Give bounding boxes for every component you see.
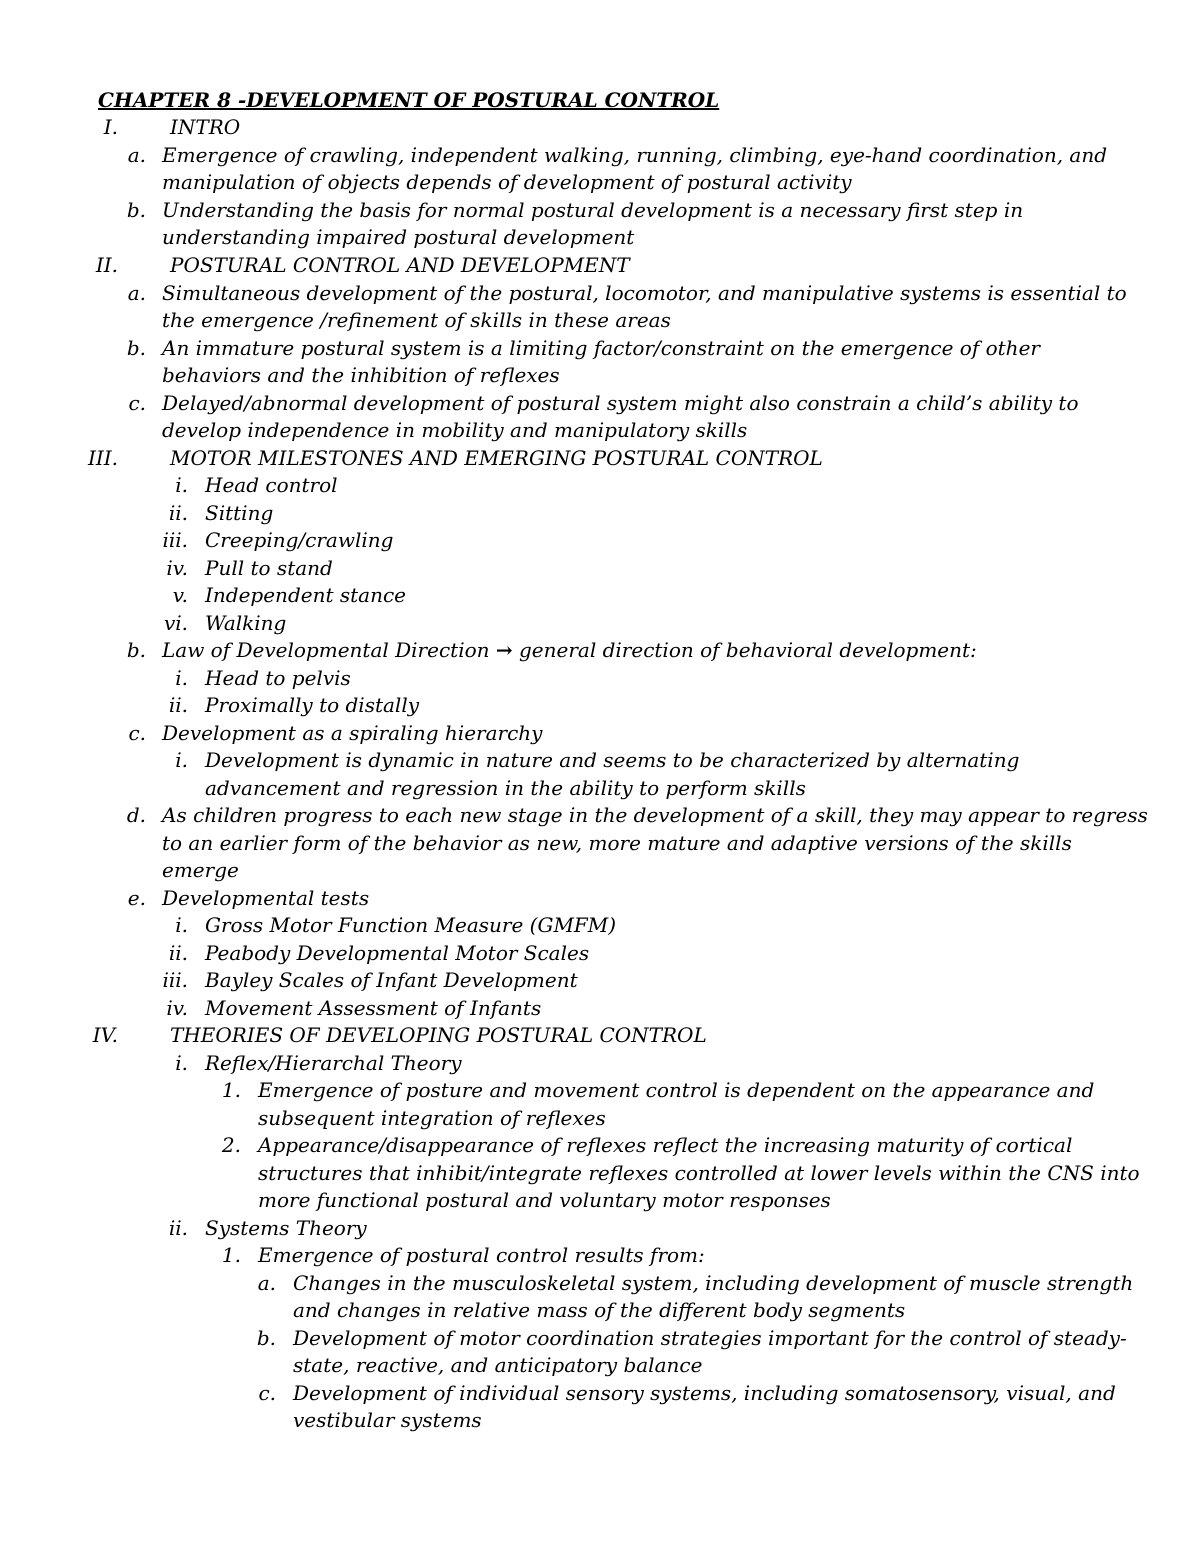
milestone-marker: ii. <box>168 501 188 525</box>
point-marker: 1. <box>221 1243 241 1267</box>
point-line: more functional postural and voluntary motor responses <box>258 1188 831 1212</box>
section-number: I. <box>103 115 118 139</box>
item-line: Simultaneous development of the postural, locomotor, and manipulative systems is essential to <box>162 281 1127 305</box>
item-line: the emergence /refinement of skills in these areas <box>162 308 671 332</box>
milestone-marker: v. <box>172 583 188 607</box>
theory-name: Reflex/Hierarchal Theory <box>205 1051 462 1075</box>
law-text: Law of Developmental Direction <box>162 638 490 662</box>
subitem-marker: i. <box>175 1051 188 1075</box>
milestone-item: Creeping/crawling <box>205 528 394 552</box>
point-line: Emergence of postural control results from: <box>258 1243 705 1267</box>
item-line: emerge <box>162 858 239 882</box>
subitem-line: Development is dynamic in nature and seems to be characterized by alternating <box>205 748 1020 772</box>
subpoint-marker: a. <box>257 1271 276 1295</box>
subitem-marker: iii. <box>162 968 188 992</box>
point-line: structures that inhibit/integrate reflexes controlled at lower levels within the CNS into <box>258 1161 1140 1185</box>
milestone-marker: i. <box>175 473 188 497</box>
milestone-marker: iv. <box>166 556 188 580</box>
point-line: Appearance/disappearance of reflexes reflect the increasing maturity of cortical <box>258 1133 1073 1157</box>
subpoint-line: Development of individual sensory systems, including somatosensory, visual, and <box>293 1381 1116 1405</box>
milestone-item: Pull to stand <box>205 556 333 580</box>
subitem-marker: ii. <box>168 1216 188 1240</box>
page-title: CHAPTER 8 -DEVELOPMENT OF POSTURAL CONTROL <box>98 88 720 112</box>
section-heading: THEORIES OF DEVELOPING POSTURAL CONTROL <box>170 1023 707 1047</box>
milestone-item: Independent stance <box>205 583 406 607</box>
item-line: As children progress to each new stage in the development of a skill, they may appear to regress <box>162 803 1148 827</box>
milestone-item: Walking <box>205 611 287 635</box>
subitem: Head to pelvis <box>205 666 351 690</box>
subitem-marker: i. <box>175 666 188 690</box>
item-marker: b. <box>126 198 146 222</box>
subpoint-marker: b. <box>256 1326 276 1350</box>
subitem-line: advancement and regression in the ability to perform skills <box>205 776 806 800</box>
point-marker: 1. <box>221 1078 241 1102</box>
item-marker: c. <box>128 391 146 415</box>
subitem: Gross Motor Function Measure (GMFM) <box>205 913 617 937</box>
section-heading: INTRO <box>170 115 241 139</box>
subitem: Bayley Scales of Infant Development <box>205 968 578 992</box>
law-line <box>162 637 977 664</box>
section-number: II. <box>95 253 118 277</box>
item-line: Understanding the basis for normal postural development is a necessary first step in <box>162 198 1024 222</box>
point-line: Emergence of posture and movement control is dependent on the appearance and <box>258 1078 1095 1102</box>
subitem-marker: ii. <box>168 941 188 965</box>
subpoint-line: vestibular systems <box>293 1408 482 1432</box>
arrow-icon: → <box>495 638 513 662</box>
item-marker: b. <box>126 638 146 662</box>
law-text: general direction of behavioral development: <box>519 638 977 662</box>
milestone-marker: vi. <box>163 611 188 635</box>
item-marker: b. <box>126 336 146 360</box>
section-heading: POSTURAL CONTROL AND DEVELOPMENT <box>170 253 630 277</box>
item-line: manipulation of objects depends of development of postural activity <box>162 170 852 194</box>
item-marker: a. <box>127 281 146 305</box>
subitem-marker: i. <box>175 748 188 772</box>
subpoint-marker: c. <box>258 1381 276 1405</box>
item-line: Development as a spiraling hierarchy <box>162 721 543 745</box>
subitem-marker: i. <box>175 913 188 937</box>
theory-name: Systems Theory <box>205 1216 367 1240</box>
item-marker: e. <box>127 886 146 910</box>
subitem-marker: ii. <box>168 693 188 717</box>
milestone-item: Sitting <box>205 501 274 525</box>
section-number: IV. <box>92 1023 118 1047</box>
item-line: Delayed/abnormal development of postural system might also constrain a child’s ability to <box>162 391 1079 415</box>
item-line: to an earlier form of the behavior as new, more mature and adaptive versions of the skills <box>162 831 1072 855</box>
subitem: Proximally to distally <box>205 693 420 717</box>
subpoint-line: and changes in relative mass of the different body segments <box>293 1298 906 1322</box>
item-line: An immature postural system is a limiting factor/constraint on the emergence of other <box>162 336 1040 360</box>
subpoint-line: Development of motor coordination strategies important for the control of steady- <box>293 1326 1127 1350</box>
point-line: subsequent integration of reflexes <box>258 1106 606 1130</box>
point-marker: 2. <box>221 1133 241 1157</box>
section-heading: MOTOR MILESTONES AND EMERGING POSTURAL CONTROL <box>170 446 823 470</box>
subitem-marker: iv. <box>166 996 188 1020</box>
item-line: behaviors and the inhibition of reflexes <box>162 363 560 387</box>
section-number: III. <box>87 446 118 470</box>
milestone-marker: iii. <box>162 528 188 552</box>
subitem: Movement Assessment of Infants <box>205 996 542 1020</box>
item-line: develop independence in mobility and manipulatory skills <box>162 418 748 442</box>
item-marker: d. <box>126 803 146 827</box>
milestone-item: Head control <box>205 473 338 497</box>
item-line: Developmental tests <box>162 886 370 910</box>
item-line: Emergence of crawling, independent walking, running, climbing, eye-hand coordination, and <box>162 143 1108 167</box>
item-marker: c. <box>128 721 146 745</box>
subpoint-line: Changes in the musculoskeletal system, including development of muscle strength <box>293 1271 1134 1295</box>
subpoint-line: state, reactive, and anticipatory balance <box>293 1353 703 1377</box>
item-marker: a. <box>127 143 146 167</box>
item-line: understanding impaired postural development <box>162 225 635 249</box>
subitem: Peabody Developmental Motor Scales <box>205 941 590 965</box>
